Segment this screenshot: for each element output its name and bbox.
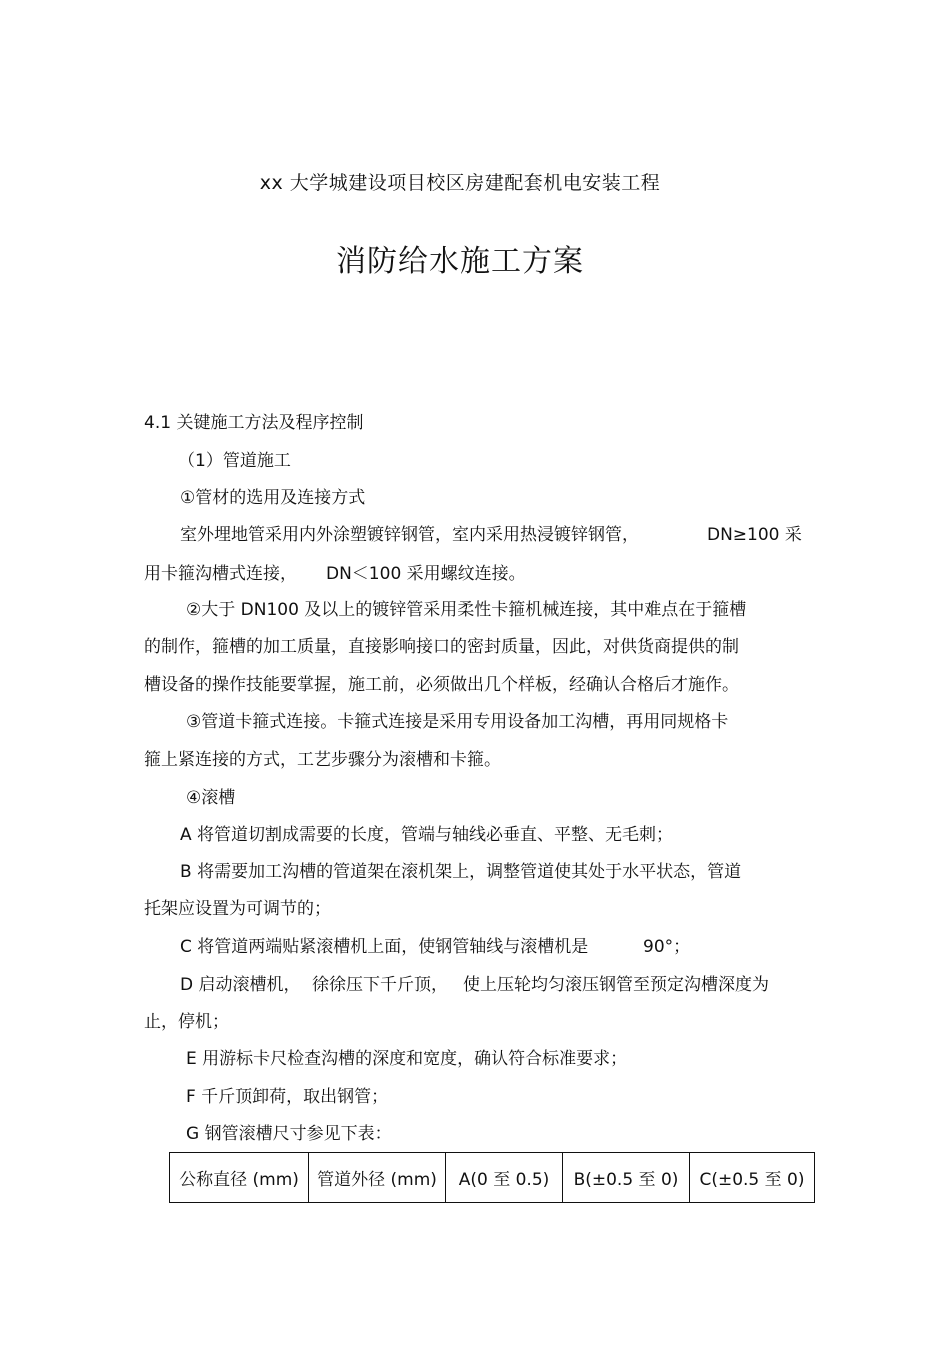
step-d-line2: 止，停机； xyxy=(144,1012,229,1032)
sub-heading: （1）管道施工 xyxy=(178,451,291,471)
document-subtitle: xx 大学城建设项目校区房建配套机电安装工程 xyxy=(259,172,661,194)
step-d-line1-b: 徐徐压下千斤顶， xyxy=(312,975,448,995)
section-heading: 4.1 关键施工方法及程序控制 xyxy=(144,413,364,433)
para1-line1-a: 室外埋地管采用内外涂塑镀锌钢管，室内采用热浸镀锌钢管， xyxy=(180,525,639,545)
para1-line2-a: 用卡箍沟槽式连接， xyxy=(144,564,297,584)
step-c-a: C 将管道两端贴紧滚槽机上面，使钢管轴线与滚槽机是 xyxy=(180,937,589,957)
para2-line3: 槽设备的操作技能要掌握，施工前，必须做出几个样板，经确认合格后才施作。 xyxy=(144,675,739,695)
document-title: 消防给水施工方案 xyxy=(336,244,584,279)
para1-line1-tail: DN≥100 采 xyxy=(707,525,802,545)
step-d-line1-a: D 启动滚槽机， xyxy=(180,975,301,995)
table-header-cell: C(±0.5 至 0) xyxy=(690,1153,815,1203)
table-header-cell: A(0 至 0.5) xyxy=(446,1153,563,1203)
groove-size-table xyxy=(169,1152,815,1203)
step-c-b: 90°； xyxy=(643,937,691,957)
table-header-cell: B(±0.5 至 0) xyxy=(563,1153,690,1203)
table-header-row xyxy=(170,1153,815,1203)
step-b-line1: B 将需要加工沟槽的管道架在滚机架上，调整管道使其处于水平状态，管道 xyxy=(180,862,742,882)
item1-heading: ①管材的选用及连接方式 xyxy=(180,488,366,508)
step-b-line2: 托架应设置为可调节的； xyxy=(144,899,331,919)
para3-line2: 箍上紧连接的方式，工艺步骤分为滚槽和卡箍。 xyxy=(144,750,501,770)
table-header-cell: 公称直径 (mm) xyxy=(170,1153,309,1203)
step-f: F 千斤顶卸荷，取出钢管； xyxy=(186,1087,389,1107)
step-a: A 将管道切割成需要的长度，管端与轴线必垂直、平整、无毛刺； xyxy=(180,825,674,845)
para1-line1 xyxy=(180,524,639,546)
step-g: G 钢管滚槽尺寸参见下表： xyxy=(186,1124,392,1144)
para2-line2: 的制作，箍槽的加工质量，直接影响接口的密封质量，因此，对供货商提供的制 xyxy=(144,637,739,657)
step-d-line1-c: 使上压轮均匀滚压钢管至预定沟槽深度为 xyxy=(463,975,769,995)
step-e: E 用游标卡尺检查沟槽的深度和宽度，确认符合标准要求； xyxy=(186,1049,628,1069)
para1-line2-b: DN＜100 采用螺纹连接。 xyxy=(326,564,526,584)
item4-heading: ④滚槽 xyxy=(186,788,236,808)
para2-line1: ②大于 DN100 及以上的镀锌管采用柔性卡箍机械连接，其中难点在于箍槽 xyxy=(186,600,747,620)
para3-line1: ③管道卡箍式连接。卡箍式连接是采用专用设备加工沟槽，再用同规格卡 xyxy=(186,712,729,732)
table-header-cell: 管道外径 (mm) xyxy=(309,1153,446,1203)
